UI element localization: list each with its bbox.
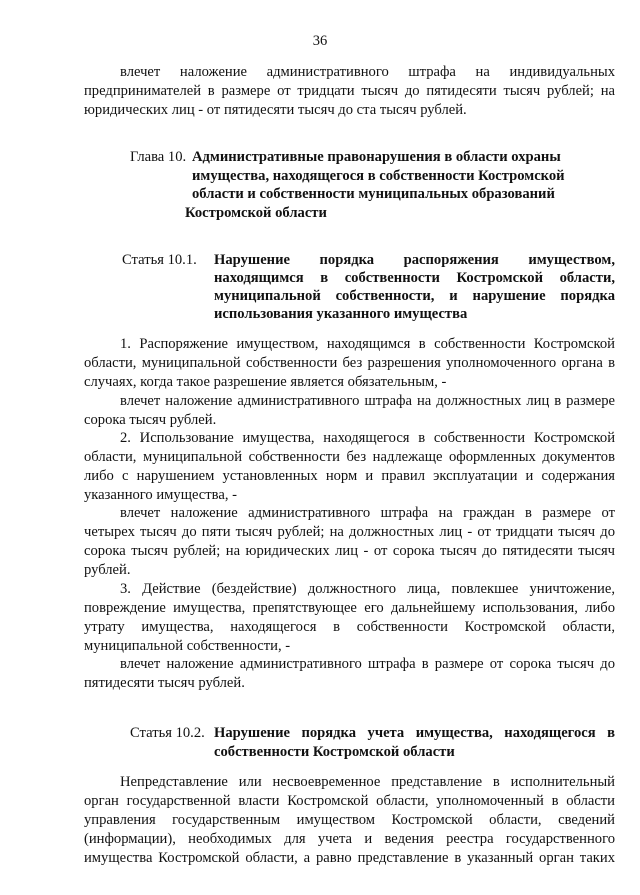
art-10-1-p3-line-1: 3. Действие (бездействие) должностного лица, повлекшее уничтожение, bbox=[120, 581, 615, 597]
art-10-1-p2-line-3: либо с нарушением установленных норм и правил эксплуатации и содержания bbox=[84, 468, 615, 484]
chapter-title-line-2: имущества, находящегося в собственности Костромской bbox=[192, 168, 565, 184]
article-10-1-title-line-1: Нарушение порядка распоряжения имуществом, bbox=[214, 252, 615, 268]
chapter-title-line-4: Костромской области bbox=[185, 205, 327, 221]
art-10-2-p1-line-3: управления государственным имуществом Костромской области, сведений bbox=[84, 812, 615, 828]
chapter-label: Глава 10. bbox=[130, 149, 187, 165]
art-10-1-p2-line-2: области, муниципальной собственности без надлежаще оформленных документов bbox=[84, 449, 615, 465]
art-10-1-p1-line-3: случаях, когда такое разрешение является обязательным, - bbox=[84, 374, 447, 390]
page-number: 36 bbox=[312, 33, 328, 49]
chapter-title-line-3: области и собственности муниципальных образований bbox=[192, 186, 555, 202]
art-10-1-p2-penalty-line-3: сорока тысяч рублей; на юридических лиц - от сорока тысяч до пятидесяти тысяч bbox=[84, 543, 615, 559]
art-10-1-p2-penalty-line-4: рублей. bbox=[84, 562, 131, 578]
art-10-1-p3-line-4: муниципальной собственности, - bbox=[84, 638, 291, 654]
art-10-1-p2-line-1: 2. Использование имущества, находящегося в собственности Костромской bbox=[120, 430, 615, 446]
article-10-1-label: Статья 10.1. bbox=[122, 252, 197, 268]
art-10-1-p1-penalty-line-2: сорока тысяч рублей. bbox=[84, 412, 217, 428]
art-10-1-p3-penalty-line-1: влечет наложение административного штрафа в размере от сорока тысяч до bbox=[120, 656, 615, 672]
art-10-1-p3-line-2: повреждение имущества, препятствующее его дальнейшему использования, либо bbox=[84, 600, 615, 616]
art-10-1-p1-penalty-line-1: влечет наложение административного штрафа на должностных лиц в размере bbox=[120, 393, 615, 409]
art-10-1-p1-line-2: области, муниципальной собственности без разрешения уполномоченного органа в bbox=[84, 355, 615, 371]
intro-line-2: предпринимателей в размере от тридцати тысяч до пятидесяти тысяч рублей; на bbox=[84, 83, 615, 99]
art-10-1-p2-penalty-line-1: влечет наложение административного штрафа на граждан в размере от bbox=[120, 505, 615, 521]
art-10-1-p3-penalty-line-2: пятидесяти тысяч рублей. bbox=[84, 675, 245, 691]
art-10-2-p1-line-4: (информации), необходимых для учета и ведения реестра государственного bbox=[84, 831, 615, 847]
article-10-2-title-line-1: Нарушение порядка учета имущества, находящегося в bbox=[214, 725, 615, 741]
article-10-1-title-line-3: муниципальной собственности, и нарушение порядка bbox=[214, 288, 615, 304]
intro-line-3: юридических лиц - от пятидесяти тысяч до ста тысяч рублей. bbox=[84, 102, 467, 118]
art-10-1-p2-line-4: указанного имущества, - bbox=[84, 487, 237, 503]
article-10-1-title-line-4: использования указанного имущества bbox=[214, 306, 468, 322]
art-10-2-p1-line-1: Непредставление или несвоевременное представление в исполнительный bbox=[120, 774, 615, 790]
article-10-1-title-line-2: находящимся в собственности Костромской области, bbox=[214, 270, 615, 286]
art-10-1-p2-penalty-line-2: четырех тысяч до пяти тысяч рублей; на должностных лиц - от тридцати тысяч до bbox=[84, 524, 615, 540]
art-10-2-p1-line-2: орган государственной власти Костромской области, уполномоченный в области bbox=[84, 793, 615, 809]
chapter-title-line-1: Административные правонарушения в области охраны bbox=[192, 149, 561, 165]
art-10-1-p3-line-3: утрату имущества, находящегося в собственности Костромской области, bbox=[84, 619, 615, 635]
article-10-2-title-line-2: собственности Костромской области bbox=[214, 744, 455, 760]
article-10-2-label: Статья 10.2. bbox=[130, 725, 205, 741]
art-10-2-p1-line-5: имущества Костромской области, а равно представление в указанный орган таких bbox=[84, 850, 615, 866]
intro-line-1: влечет наложение административного штрафа на индивидуальных bbox=[120, 64, 615, 80]
art-10-1-p1-line-1: 1. Распоряжение имуществом, находящимся в собственности Костромской bbox=[120, 336, 615, 352]
